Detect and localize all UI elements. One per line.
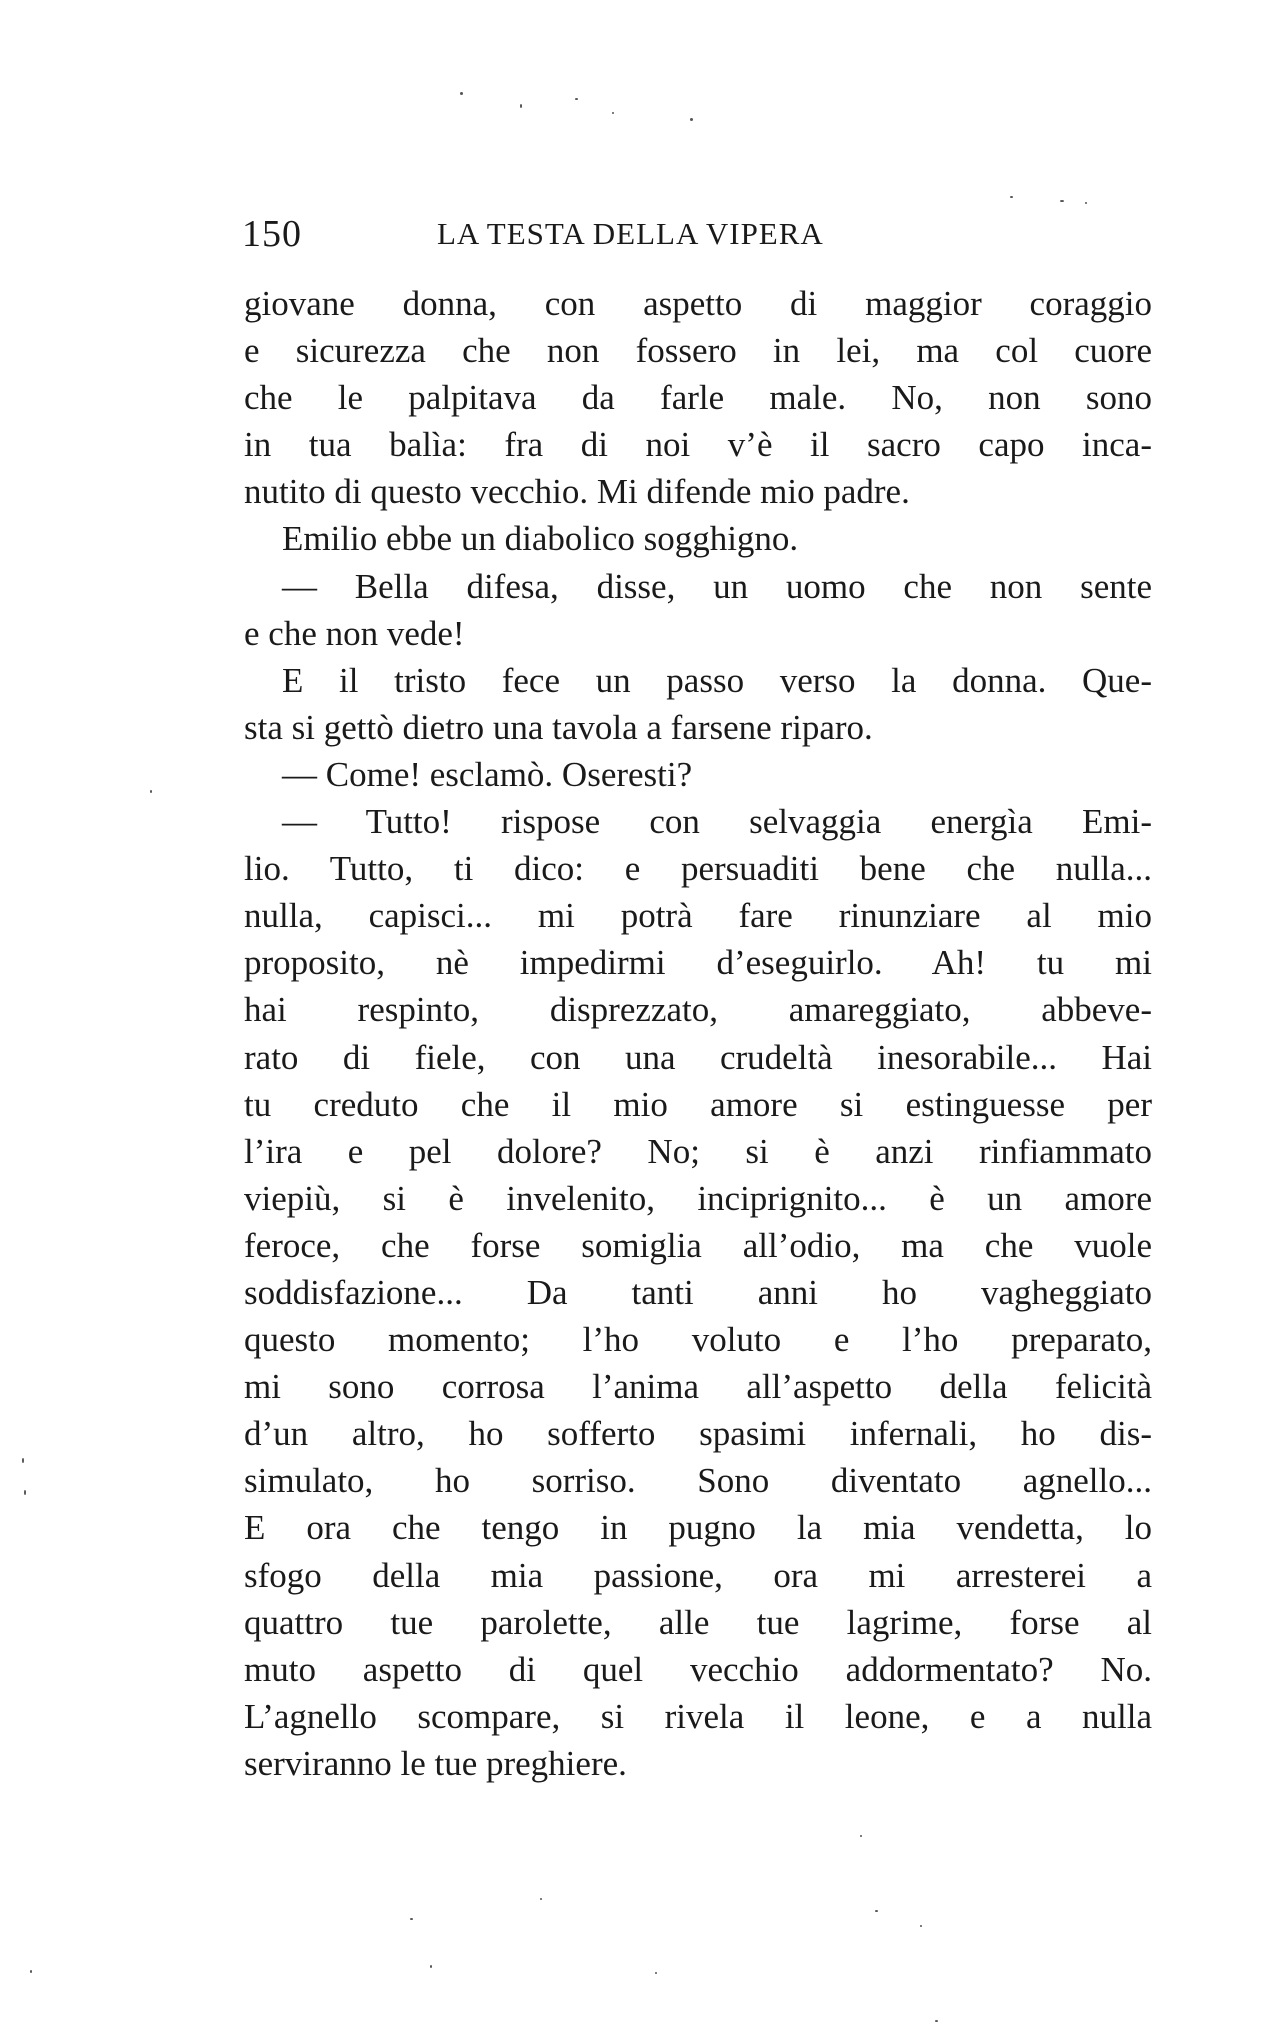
text-line: E il tristo fece un passo verso la donna. Que- xyxy=(282,660,1152,700)
text-line: — Tutto! rispose con selvaggia energìa Emi- xyxy=(282,802,1152,842)
text-line: giovane donna, con aspetto di maggior coraggio xyxy=(244,284,1152,323)
running-title: LA TESTA DELLA VIPERA xyxy=(437,216,824,251)
page-number: 150 xyxy=(242,213,302,255)
text-line: hai respinto, disprezzato, amareggiato, abbeve- xyxy=(244,990,1152,1030)
text-line: sfogo della mia passione, ora mi arresterei a xyxy=(244,1555,1152,1595)
text-line: simulato, ho sorriso. Sono diventato agnello... xyxy=(244,1461,1152,1501)
text-line: e sicurezza che non fossero in lei, ma col cuore xyxy=(244,331,1152,371)
text-line: rato di fiele, con una crudeltà inesorabile... Hai xyxy=(244,1037,1152,1077)
text-line: e che non vede! xyxy=(244,613,465,653)
text-line: questo momento; l’ho voluto e l’ho preparato, xyxy=(244,1320,1152,1360)
text-line: proposito, nè impedirmi d’eseguirlo. Ah! tu mi xyxy=(244,943,1152,983)
text-line: serviranno le tue preghiere. xyxy=(244,1743,627,1783)
text-line: nulla, capisci... mi potrà fare rinunziare al mio xyxy=(244,896,1152,936)
text-line: viepiù, si è invelenito, inciprignito... è un amore xyxy=(244,1178,1152,1218)
text-line: in tua balìa: fra di noi v’è il sacro capo inca- xyxy=(244,425,1152,465)
body-text xyxy=(244,280,1152,1787)
text-line: nutito di questo vecchio. Mi difende mio padre. xyxy=(244,472,910,512)
text-line: che le palpitava da farle male. No, non sono xyxy=(244,378,1152,418)
text-line: — Bella difesa, disse, un uomo che non sente xyxy=(282,566,1152,606)
page-header xyxy=(242,212,1162,262)
text-line: l’ira e pel dolore? No; si è anzi rinfiammato xyxy=(244,1131,1152,1171)
text-line: Emilio ebbe un diabolico sogghigno. xyxy=(282,519,799,559)
text-line: soddisfazione... Da tanti anni ho vagheggiato xyxy=(244,1272,1152,1312)
text-line: — Come! esclamò. Oseresti? xyxy=(282,754,693,794)
text-line: quattro tue parolette, alle tue lagrime, forse al xyxy=(244,1602,1152,1642)
text-line: L’agnello scompare, si rivela il leone, e a nulla xyxy=(244,1696,1152,1736)
text-line: tu creduto che il mio amore si estinguesse per xyxy=(244,1084,1152,1124)
text-line: lio. Tutto, ti dico: e persuaditi bene che nulla... xyxy=(244,849,1152,889)
text-line: feroce, che forse somiglia all’odio, ma che vuole xyxy=(244,1225,1152,1265)
text-line: d’un altro, ho sofferto spasimi infernali, ho dis- xyxy=(244,1414,1152,1454)
text-line: mi sono corrosa l’anima all’aspetto della felicità xyxy=(244,1367,1152,1407)
text-line: E ora che tengo in pugno la mia vendetta, lo xyxy=(244,1508,1152,1548)
text-line: sta si gettò dietro una tavola a farsene riparo. xyxy=(244,707,873,747)
text-line: muto aspetto di quel vecchio addormentato? No. xyxy=(244,1649,1152,1689)
